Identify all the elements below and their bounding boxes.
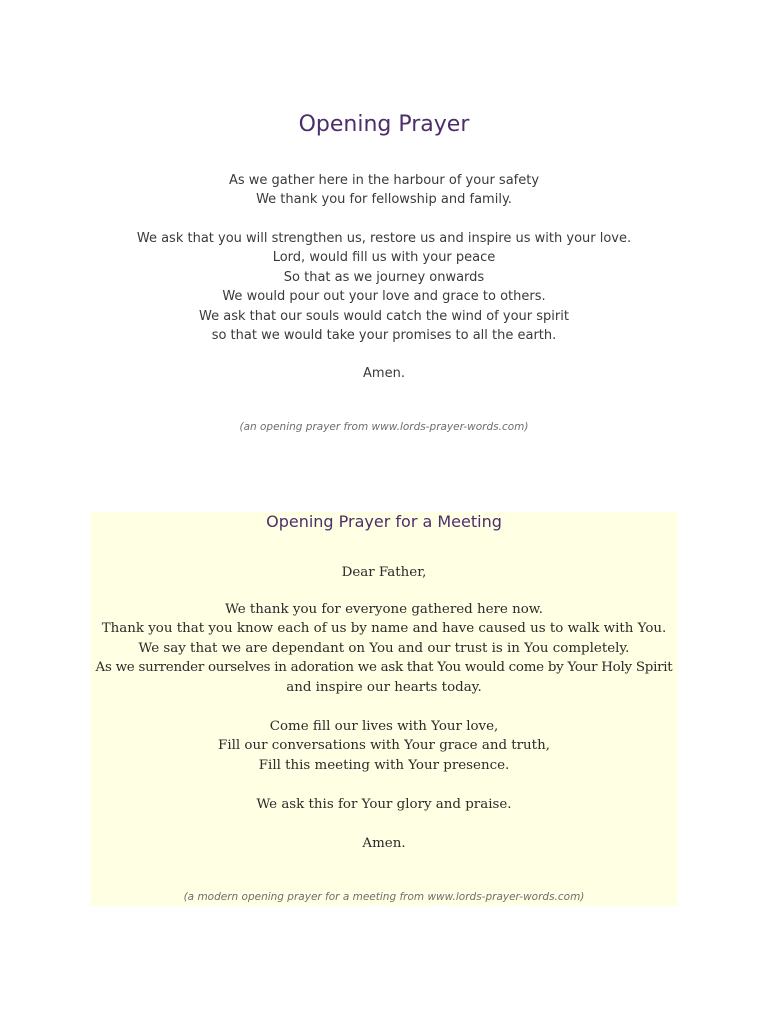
prayer-stanza: [90, 717, 678, 775]
prayer-line: Fill this meeting with Your presence.: [258, 757, 510, 773]
prayer-line: Lord, would fill us with your peace: [272, 250, 496, 266]
prayer-line: We thank you for everyone gathered here now.: [225, 602, 543, 617]
prayer-greeting: Dear Father,: [341, 565, 427, 580]
prayer-amen: Amen.: [362, 836, 406, 851]
page-title: Opening Prayer: [298, 112, 470, 137]
meeting-prayer-box: [90, 512, 678, 906]
prayer-line: As we gather here in the harbour of your safety: [228, 173, 540, 188]
prayer-line: Fill our conversations with Your grace and truth,: [218, 738, 550, 754]
section-title: Opening Prayer for a Meeting: [266, 512, 502, 531]
prayer-line: We thank you for fellowship and family.: [256, 192, 512, 208]
prayer-stanza: [90, 600, 678, 697]
prayer-line: so that we would take your promises to all the earth.: [211, 328, 557, 344]
prayer-line: We ask that our souls would catch the wind of your spirit: [199, 308, 569, 324]
prayer-closing: We ask this for Your glory and praise.: [256, 797, 512, 812]
prayer-line: Thank you that you know each of us by name and have caused us to walk with You.: [101, 621, 667, 637]
prayer-source: (an opening prayer from www.lords-prayer-words.com): [239, 421, 529, 433]
prayer-line: Come fill our lives with Your love,: [269, 719, 499, 734]
prayer-line: We say that we are dependant on You and our trust is in You completely.: [138, 640, 630, 656]
prayer-line: and inspire our hearts today.: [286, 679, 482, 695]
prayer-line: We ask that you will strengthen us, restore us and inspire us with your love.: [136, 231, 632, 246]
prayer-line: We would pour out your love and grace to others.: [222, 289, 546, 305]
prayer-stanza: [0, 229, 768, 345]
prayer-stanza: [0, 171, 768, 210]
prayer-line: So that as we journey onwards: [283, 269, 485, 285]
prayer-amen: Amen.: [363, 366, 405, 381]
prayer-line: As we surrender ourselves in adoration we ask that You would come by Your Holy Spirit: [95, 660, 673, 676]
prayer-source: (a modern opening prayer for a meeting from www.lords-prayer-words.com): [183, 891, 585, 903]
